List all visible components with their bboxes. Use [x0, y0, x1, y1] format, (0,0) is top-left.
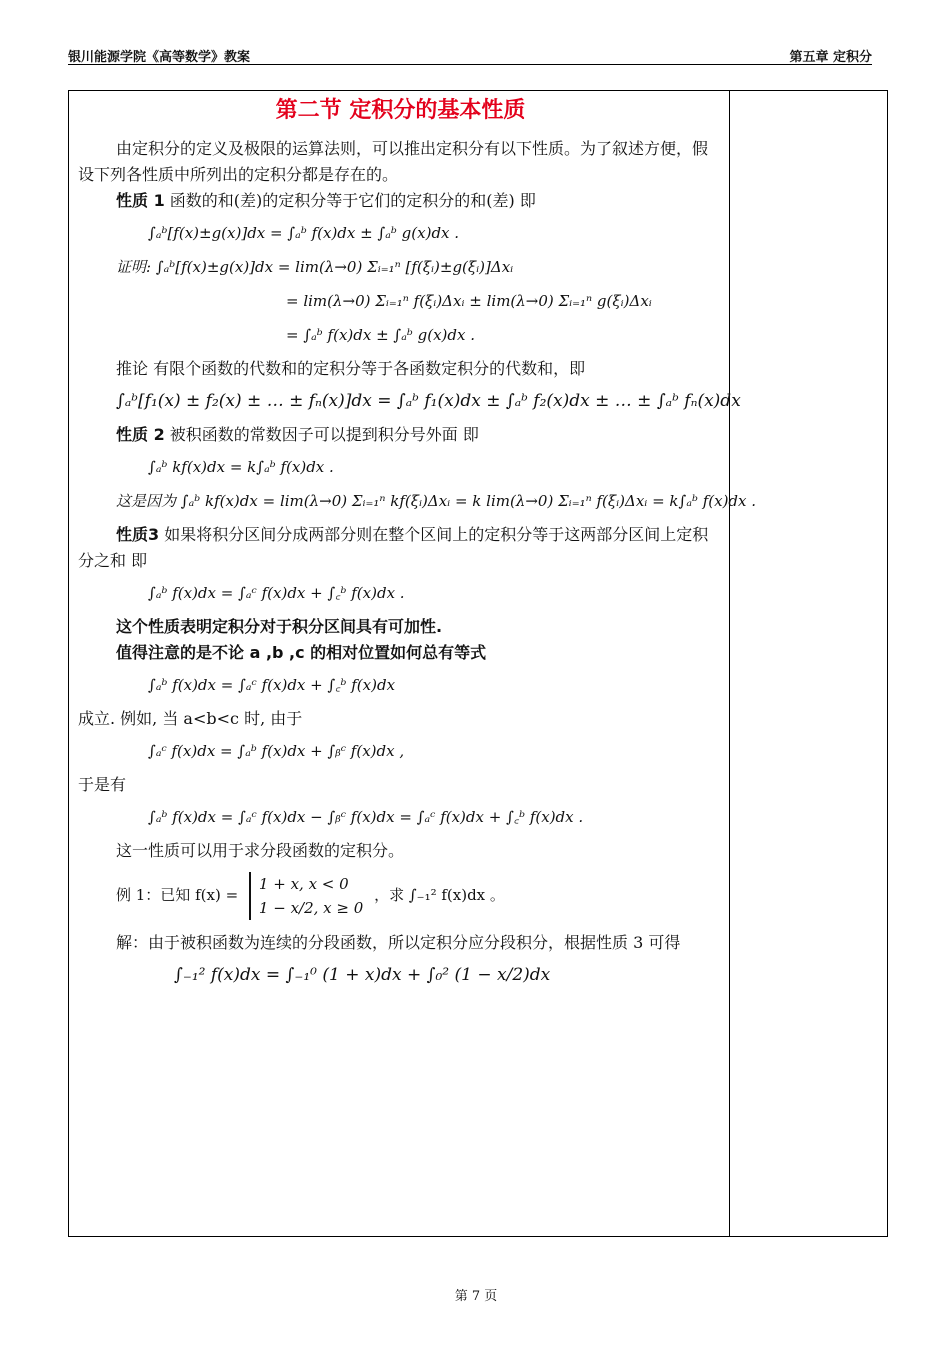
proof-line-1: 证明: ∫ₐᵇ[f(x)±g(x)]dx = lim(λ→0) Σᵢ₌₁ⁿ [f(ξᵢ)±g(ξᵢ)]Δxᵢ: [116, 258, 514, 276]
property-3: [78, 522, 723, 574]
property-3-text: 如果将积分区间分成两部分则在整个区间上的定积分等于这两部分区间上定积分之和 即: [78, 525, 709, 570]
page-number: 第 7 页: [454, 1289, 498, 1304]
equation-solution: ∫₋₁² f(x)dx = ∫₋₁⁰ (1 + x)dx + ∫₀² (1 − x/2)dx: [174, 965, 551, 985]
table-column-divider: [729, 90, 730, 1237]
property-3-label: 性质3: [116, 525, 160, 544]
equation-3: ∫ₐᵇ f(x)dx = ∫ₐᶜ f(x)dx + ∫꜀ᵇ f(x)dx .: [148, 584, 405, 602]
header-rule: [68, 64, 872, 65]
property-2: [78, 422, 723, 448]
equation-thus: ∫ₐᵇ f(x)dx = ∫ₐᶜ f(x)dx − ∫ᵦᶜ f(x)dx = ∫ₐᶜ f(x)dx + ∫꜀ᵇ f(x)dx .: [148, 808, 584, 826]
example-1-prefix: 例 1：已知 f(x) =: [116, 886, 239, 904]
piecewise-function: [249, 872, 363, 920]
header-chapter: 第五章 定积分: [789, 50, 872, 65]
main-content: [78, 92, 757, 996]
solution-text: 解：由于被积函数为连续的分段函数，所以定积分应分段积分，根据性质 3 可得: [116, 933, 681, 952]
property-1-text: 函数的和(差)的定积分等于它们的定积分的和(差) 即: [164, 191, 536, 210]
piecewise-case-2: 1 − x/2, x ≥ 0: [258, 899, 364, 917]
proof-line-3: = ∫ₐᵇ f(x)dx ± ∫ₐᵇ g(x)dx .: [286, 326, 476, 344]
section-title: 第二节 定积分的基本性质: [275, 98, 526, 123]
header-left-title: 银川能源学院《高等数学》教案: [68, 50, 251, 65]
equation-1: ∫ₐᵇ[f(x)±g(x)]dx = ∫ₐᵇ f(x)dx ± ∫ₐᵇ g(x)dx .: [148, 224, 460, 242]
equation-additive: ∫ₐᵇ f(x)dx = ∫ₐᶜ f(x)dx + ∫꜀ᵇ f(x)dx: [148, 676, 396, 694]
proof-line-2: = lim(λ→0) Σᵢ₌₁ⁿ f(ξᵢ)Δxᵢ ± lim(λ→0) Σᵢ₌₁ⁿ g(ξᵢ)Δxᵢ: [286, 292, 652, 310]
property-2-text: 被积函数的常数因子可以提到积分号外面 即: [164, 425, 479, 444]
example-1: [116, 872, 723, 920]
corollary-equation: ∫ₐᵇ[f₁(x) ± f₂(x) ± … ± fₙ(x)]dx = ∫ₐᵇ f₁(x)dx ± ∫ₐᵇ f₂(x)dx ± … ± ∫ₐᵇ fₙ(x)dx: [116, 391, 741, 411]
corollary-text: 推论 有限个函数的代数和的定积分等于各函数定积分的代数和，即: [116, 359, 586, 378]
example-1-suffix: ，求 ∫₋₁² f(x)dx 。: [374, 886, 505, 904]
intro-paragraph: 由定积分的定义及极限的运算法则，可以推出定积分有以下性质。为了叙述方便，假设下列各性质中所列出的定积分都是存在的。: [78, 139, 709, 184]
equation-2: ∫ₐᵇ kf(x)dx = k∫ₐᵇ f(x)dx .: [148, 458, 334, 476]
property-2-reason: 这是因为 ∫ₐᵇ kf(x)dx = lim(λ→0) Σᵢ₌₁ⁿ kf(ξᵢ)Δxᵢ = k lim(λ→0) Σᵢ₌₁ⁿ f(ξᵢ)Δxᵢ = k∫ₐᵇ f(x)dx .: [116, 492, 757, 510]
property-1: [78, 188, 723, 214]
position-note: 值得注意的是不论 a ,b ,c 的相对位置如何总有等式: [116, 643, 487, 662]
usage-text: 这一性质可以用于求分段函数的定积分。: [116, 841, 405, 860]
property-2-label: 性质 2: [116, 425, 165, 444]
property-1-label: 性质 1: [116, 191, 165, 210]
additivity-note: 这个性质表明定积分对于积分区间具有可加性.: [116, 617, 443, 636]
holds-text: 成立. 例如, 当 a<b<c 时, 由于: [78, 709, 303, 728]
thus-text: 于是有: [78, 775, 127, 794]
piecewise-case-1: 1 + x, x < 0: [258, 875, 349, 893]
equation-example: ∫ₐᶜ f(x)dx = ∫ₐᵇ f(x)dx + ∫ᵦᶜ f(x)dx ,: [148, 742, 405, 760]
